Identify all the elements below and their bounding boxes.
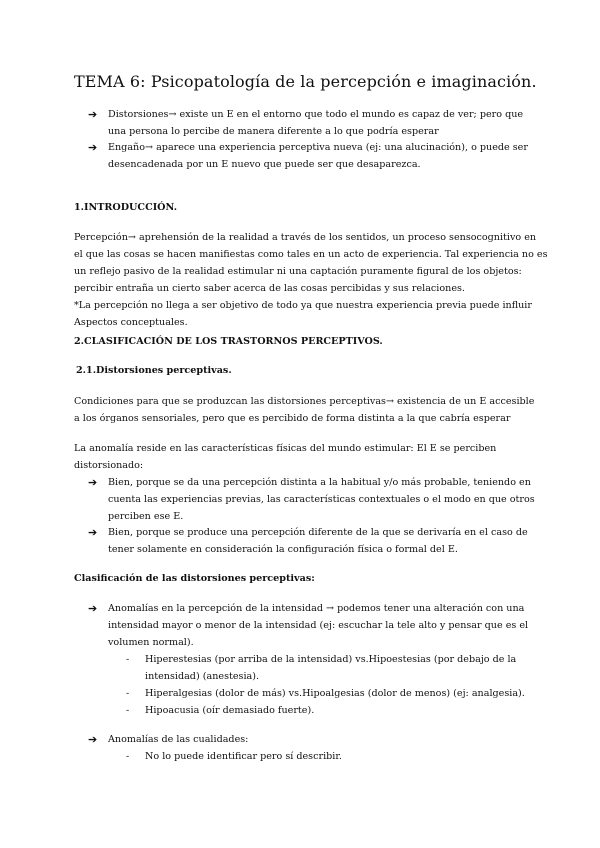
anomaly-bullet-2-line: tener solamente en consideración la configuración física o formal del E. [108, 544, 458, 555]
section-1-line: Percepción→ aprehensión de la realidad a través de los sentidos, un proceso sensocognitivo en [74, 232, 537, 243]
dash-bullet-icon: - [126, 654, 130, 665]
section-1-heading: 1.INTRODUCCIÓN. [74, 202, 178, 213]
section-2-1-heading: 2.1.Distorsiones perceptivas. [76, 365, 232, 376]
classification-heading: Clasificación de las distorsiones perceptivas: [74, 573, 315, 584]
conditions-line: a los órganos sensoriales, pero que es percibido de forma distinta a la que cabría esperar [74, 413, 511, 424]
intro-bullet-2-line-1: Engaño→ aparece una experiencia perceptiva nueva (ej: una alucinación), o puede ser [108, 142, 528, 153]
intro-bullet-2-line-2: desencadenada por un E nuevo que puede ser que desaparezca. [108, 159, 421, 170]
dash-bullet-icon: - [126, 688, 130, 699]
arrow-bullet-icon: ➔ [88, 108, 98, 121]
intro-bullet-1-line-2: una persona lo percibe de manera diferente a lo que podría esperar [108, 126, 439, 137]
arrow-bullet-icon: ➔ [88, 733, 98, 746]
arrow-bullet-icon: ➔ [88, 602, 98, 615]
anomaly-bullet-2-line: Bien, porque se produce una percepción diferente de la que se derivaría en el caso de [108, 527, 528, 538]
document-title: TEMA 6: Psicopatología de la percepción e imaginación. [74, 72, 537, 91]
intensity-sub-item-3-line: Hipoacusia (oír demasiado fuerte). [145, 705, 315, 716]
section-1-line: percibir entraña un cierto saber acerca de las cosas percibidas y sus relaciones. [74, 283, 465, 294]
arrow-bullet-icon: ➔ [88, 526, 98, 539]
intro-bullet-1-line-1: Distorsiones→ existe un E en el entorno que todo el mundo es capaz de ver; pero que [108, 109, 524, 120]
dash-bullet-icon: - [126, 751, 130, 762]
classification-bullet-2-line: Anomalías de las cualidades: [108, 734, 249, 745]
anomaly-bullet-1-line: Bien, porque se da una percepción distinta a la habitual y/o más probable, teniendo en [108, 477, 531, 488]
anomaly-bullet-1-line: cuenta las experiencias previas, las características contextuales o el modo en que otros [108, 494, 535, 505]
dash-bullet-icon: - [126, 705, 130, 716]
section-1-line: un reflejo pasivo de la realidad estimular ni una captación puramente figural de los objetos: [74, 266, 522, 277]
arrow-bullet-icon: ➔ [88, 476, 98, 489]
section-1-line: *La percepción no llega a ser objetivo de todo ya que nuestra experiencia previa puede influir [74, 300, 532, 311]
section-1-line: el que las cosas se hacen manifiestas como tales en un acto de experiencia. Tal experiencia no es [74, 249, 548, 260]
arrow-bullet-icon: ➔ [88, 141, 98, 154]
classification-bullet-1-line: Anomalías en la percepción de la intensidad → podemos tener una alteración con una [108, 603, 525, 614]
classification-bullet-1-line: intensidad mayor o menor de la intensidad (ej: escuchar la tele alto y pensar que es el [108, 620, 529, 631]
anomaly-line: distorsionado: [74, 460, 144, 471]
intensity-sub-item-2-line: Hiperalgesias (dolor de más) vs.Hipoalgesias (dolor de menos) (ej: analgesia). [145, 688, 525, 699]
intensity-sub-item-1-line: Hiperestesias (por arriba de la intensidad) vs.Hipoestesias (por debajo de la [145, 654, 517, 665]
anomaly-line: La anomalía reside en las características físicas del mundo estimular: El E se perciben [74, 443, 497, 454]
section-2-heading: 2.CLASIFICACIÓN DE LOS TRASTORNOS PERCEPTIVOS. [74, 336, 383, 347]
section-1-line: Aspectos conceptuales. [74, 317, 188, 328]
qualities-sub-item-1-line: No lo puede identificar pero sí describir. [145, 751, 342, 762]
classification-bullet-1-line: volumen normal). [108, 637, 194, 648]
intensity-sub-item-1-line: intensidad) (anestesia). [145, 671, 260, 682]
conditions-line: Condiciones para que se produzcan las distorsiones perceptivas→ existencia de un E accesible [74, 396, 535, 407]
anomaly-bullet-1-line: perciben ese E. [108, 511, 184, 522]
